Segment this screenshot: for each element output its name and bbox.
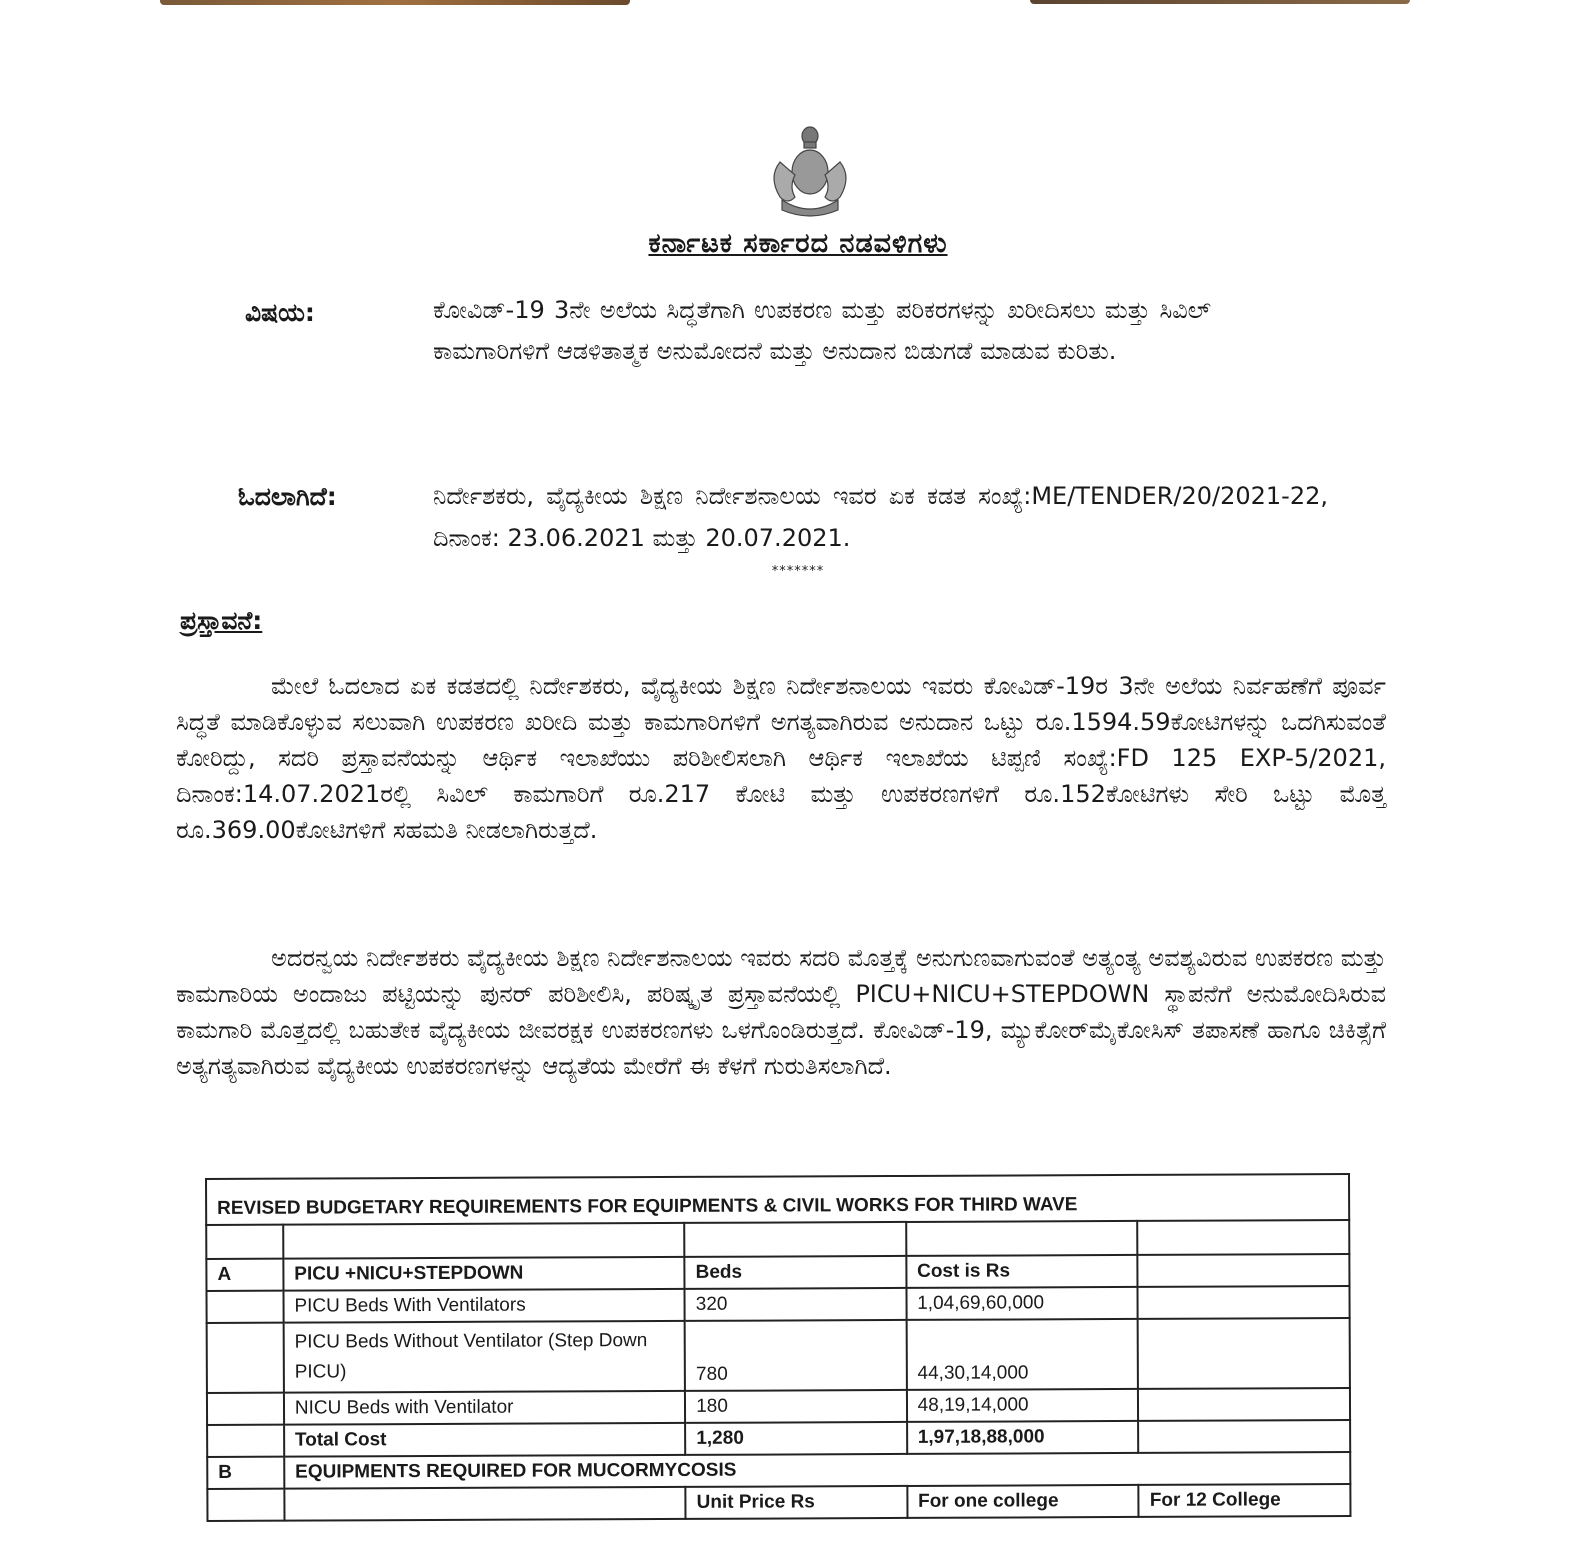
section-a-header-row — [206, 1254, 1349, 1291]
section-b-id: B — [207, 1457, 284, 1489]
reference-text: ನಿರ್ದೇಶಕರು, ವೈದ್ಯಕೀಯ ಶಿಕ್ಷಣ ನಿರ್ದೇಶನಾಲಯ ಇವರ ಏಕ ಕಡತ ಸಂಖ್ಯೆ:ME/TENDER/20/2021-22, ದಿನಾಂಕ: 23.06.2021 ಮತ್ತು 20.07.2021. — [433, 482, 1328, 552]
column-header-cost: Cost is Rs — [906, 1255, 1138, 1288]
row-beds: 780 — [685, 1320, 907, 1391]
row-item: PICU Beds Without Ventilator (Step Down PICU) — [283, 1321, 685, 1393]
row-cost: 1,04,69,60,000 — [906, 1287, 1138, 1320]
reference-label: ಓದಲಾಗಿದೆ: — [238, 482, 337, 511]
table-row — [207, 1388, 1350, 1425]
column-header-one-college: For one college — [907, 1485, 1139, 1518]
row-item: PICU Beds With Ventilators — [283, 1289, 684, 1323]
preamble-paragraph-2: ಅದರನ್ವಯ ನಿರ್ದೇಶಕರು ವೈದ್ಯಕೀಯ ಶಿಕ್ಷಣ ನಿರ್ದೇಶನಾಲಯ ಇವರು ಸದರಿ ಮೊತ್ತಕ್ಕೆ ಅನುಗುಣವಾಗುವಂತೆ ಅತ್ಯಂತ್ಯ ಅವಶ್ಯವಿರುವ ಉಪಕರಣ ಮತ್ತು ಕಾಮಗಾರಿಯ ಅಂದಾಜು ಪಟ್ಟಿಯನ್ನು ಪುನರ್ ಪರಿಶೀಲಿಸಿ, ಪರಿಷ್ಕೃತ ಪ್ರಸ್ತಾವನೆಯಲ್ಲಿ PICU+NICU+STEPDOWN ಸ್ಥಾಪನೆಗೆ ಅನುಮೋದಿಸಿರುವ ಕಾಮಗಾರಿ ಮೊತ್ತದಲ್ಲಿ ಬಹುತೇಕ ವೈದ್ಯಕೀಯ ಜೀವರಕ್ಷಕ ಉಪಕರಣಗಳು ಒಳಗೊಂಡಿರುತ್ತದೆ. ಕೋವಿಡ್-19, ಮ್ಯುಕೋರ್‌ಮೈಕೋಸಿಸ್ ತಪಾಸಣೆ ಹಾಗೂ ಚಿಕಿತ್ಸೆಗೆ ಅತ್ಯಗತ್ಯವಾಗಿರುವ ವೈದ್ಯಕೀಯ ಉಪಕರಣಗಳನ್ನು ಆದ್ಯತೆಯ ಮೇರೆಗೆ ಈ ಕೆಳಗೆ ಗುರುತಿಸಲಾಗಿದೆ. — [176, 944, 1386, 1080]
total-row — [207, 1420, 1350, 1457]
total-label: Total Cost — [284, 1423, 685, 1457]
state-emblem-icon — [760, 122, 860, 222]
total-cost: 1,97,18,88,000 — [907, 1421, 1139, 1454]
column-header-beds: Beds — [685, 1256, 907, 1289]
table-title: REVISED BUDGETARY REQUIREMENTS FOR EQUIPMENTS & CIVIL WORKS FOR THIRD WAVE — [206, 1174, 1349, 1225]
section-b-columns-row — [207, 1484, 1350, 1521]
column-header-unit-price: Unit Price Rs — [686, 1486, 908, 1519]
section-b-heading: EQUIPMENTS REQUIRED FOR MUCORMYCOSIS — [284, 1452, 1350, 1489]
total-beds: 1,280 — [685, 1422, 907, 1455]
section-a-heading: PICU +NICU+STEPDOWN — [283, 1257, 684, 1291]
row-beds: 180 — [685, 1390, 907, 1423]
document-title: ಕರ್ನಾಟಕ ಸರ್ಕಾರದ ನಡವಳಿಗಳು — [648, 228, 948, 259]
section-b-header-row — [207, 1452, 1350, 1489]
table-row-empty — [206, 1220, 1349, 1259]
row-item: NICU Beds with Ventilator — [284, 1391, 685, 1425]
budget-table — [205, 1173, 1351, 1522]
column-header-12-colleges: For 12 College — [1139, 1484, 1351, 1517]
preamble-paragraph-1: ಮೇಲೆ ಓದಲಾದ ಏಕ ಕಡತದಲ್ಲಿ ನಿರ್ದೇಶಕರು, ವೈದ್ಯಕೀಯ ಶಿಕ್ಷಣ ನಿರ್ದೇಶನಾಲಯ ಇವರು ಕೋವಿಡ್-19ರ 3ನೇ ಅಲೆಯ ನಿರ್ವಹಣೆಗೆ ಪೂರ್ವ ಸಿದ್ಧತೆ ಮಾಡಿಕೊಳ್ಳುವ ಸಲುವಾಗಿ ಉಪಕರಣ ಖರೀದಿ ಮತ್ತು ಕಾಮಗಾರಿಗಳಿಗೆ ಅಗತ್ಯವಾಗಿರುವ ಅನುದಾನ ಒಟ್ಟು ರೂ.1594.59ಕೋಟಿಗಳನ್ನು ಒದಗಿಸುವಂತೆ ಕೋರಿದ್ದು, ಸದರಿ ಪ್ರಸ್ತಾವನೆಯನ್ನು ಆರ್ಥಿಕ ಇಲಾಖೆಯು ಪರಿಶೀಲಿಸಲಾಗಿ ಆರ್ಥಿಕ ಇಲಾಖೆಯ ಟಿಪ್ಪಣಿ ಸಂಖ್ಯೆ:FD 125 EXP-5/2021, ದಿನಾಂಕ:14.07.2021ರಲ್ಲಿ ಸಿವಿಲ್ ಕಾಮಗಾರಿಗೆ ರೂ.217 ಕೋಟಿ ಮತ್ತು ಉಪಕರಣಗಳಿಗೆ ರೂ.152ಕೋಟಿಗಳು ಸೇರಿ ಒಟ್ಟು ಮೊತ್ತ ರೂ.369.00ಕೋಟಿಗಳಿಗೆ ಸಹಮತಿ ನೀಡಲಾಗಿರುತ್ತದೆ. — [176, 672, 1386, 844]
table-row — [207, 1318, 1350, 1393]
table-row — [206, 1286, 1349, 1323]
scan-edge-shadow — [1030, 0, 1410, 4]
section-a-id: A — [206, 1259, 283, 1291]
separator: ******* — [771, 564, 825, 579]
row-beds: 320 — [685, 1288, 907, 1321]
scan-edge-shadow — [160, 0, 630, 5]
row-cost: 44,30,14,000 — [906, 1319, 1138, 1390]
subject-text: ಕೋವಿಡ್-19 3ನೇ ಅಲೆಯ ಸಿದ್ಧತೆಗಾಗಿ ಉಪಕರಣ ಮತ್ತು ಪರಿಕರಗಳನ್ನು ಖರೀದಿಸಲು ಮತ್ತು ಸಿವಿಲ್ ಕಾಮಗಾರಿಗಳಿಗೆ ಆಡಳಿತಾತ್ಮಕ ಅನುಮೋದನೆ ಮತ್ತು ಅನುದಾನ ಬಿಡುಗಡೆ ಮಾಡುವ ಕುರಿತು. — [433, 296, 1211, 365]
row-cost: 48,19,14,000 — [907, 1389, 1139, 1422]
preamble-heading: ಪ್ರಸ್ತಾವನೆ: — [180, 606, 263, 635]
subject-label: ವಿಷಯ: — [245, 298, 315, 327]
